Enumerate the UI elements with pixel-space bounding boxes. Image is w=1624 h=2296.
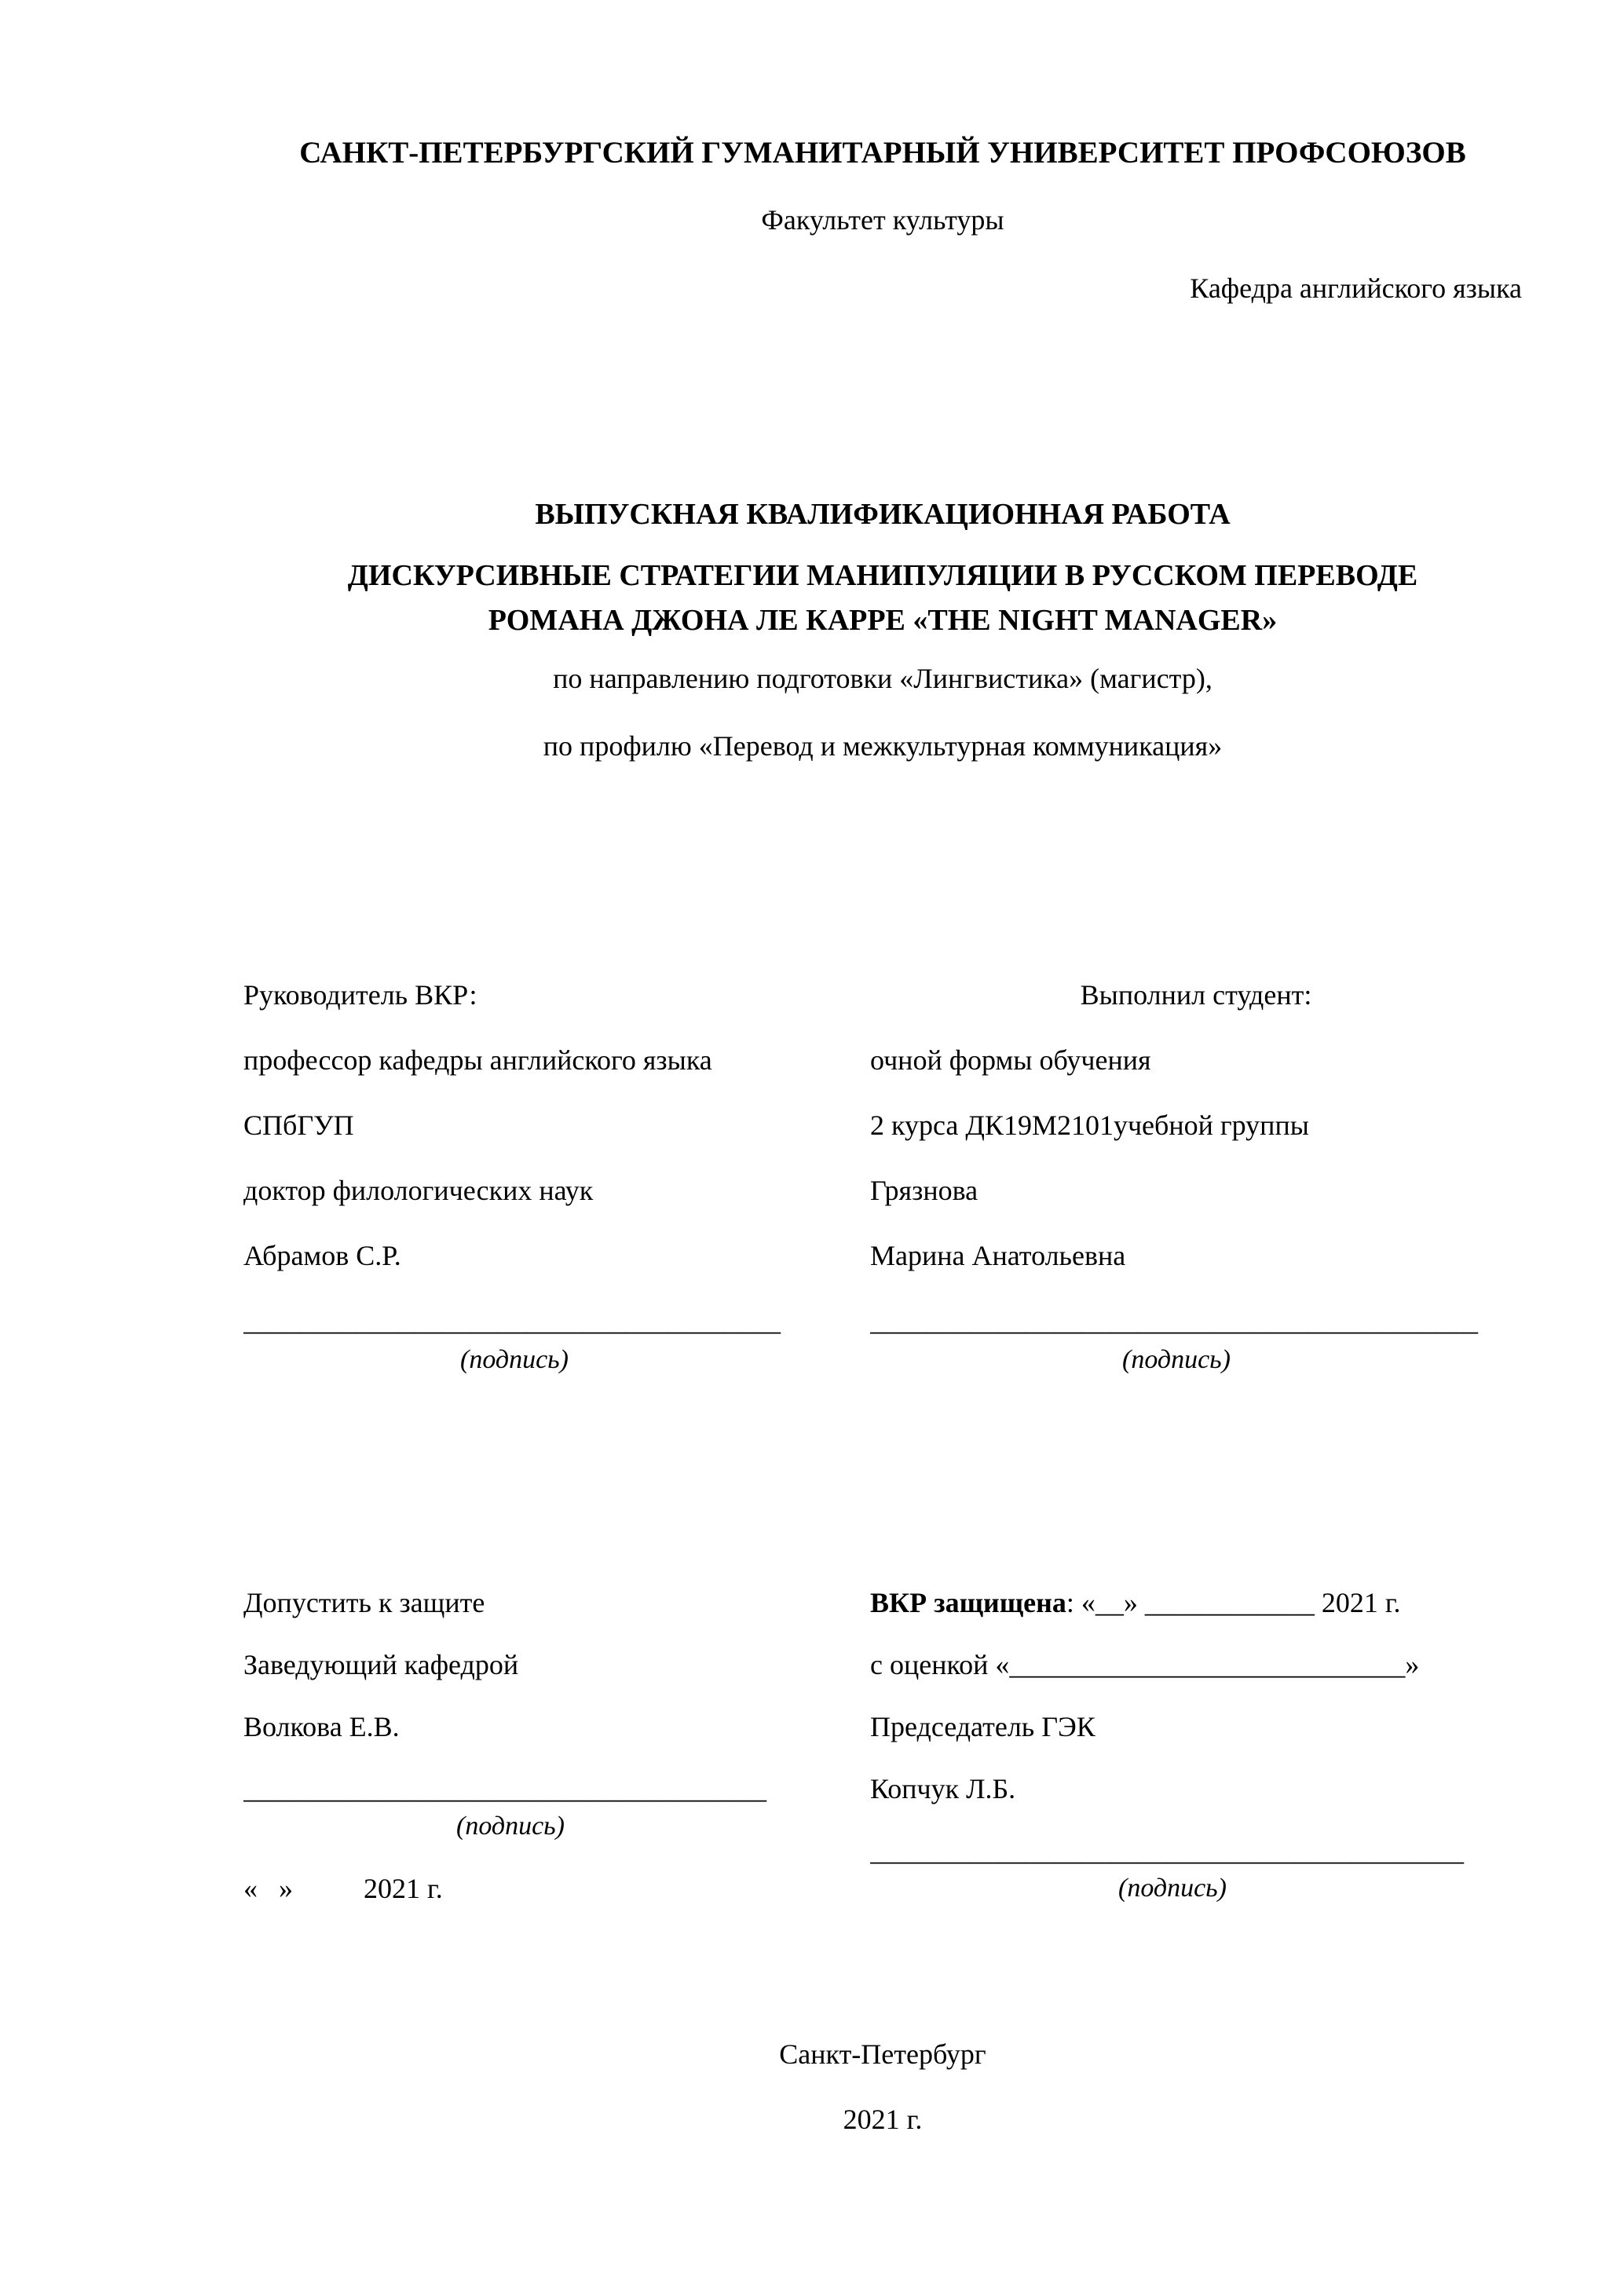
requisites-section — [243, 963, 1522, 1376]
footer-year: 2021 г. — [843, 2104, 923, 2136]
advisor-signature-line: ______________________________________ — [243, 1305, 781, 1337]
advisor-position: профессор кафедры английского языка СПбГУП — [243, 1044, 712, 1142]
faculty-name: Факультет культуры — [761, 203, 1004, 236]
student-name: Марина Анатольевна — [870, 1240, 1126, 1272]
defense-grade-line: с оценкой «____________________________» — [870, 1649, 1420, 1681]
advisor-block — [243, 963, 793, 1376]
defense-status-rest: : «__» ____________ 2021 г. — [1066, 1587, 1401, 1619]
thesis-title-line-2: РОМАНА ДЖОНА ЛЕ КАРРЕ «THE NIGHT MANAGER» — [488, 603, 1278, 637]
defense-chair-title: Председатель ГЭК — [870, 1711, 1095, 1743]
advisor-signature-caption: (подпись) — [460, 1345, 569, 1375]
defense-status-label: ВКР защищена — [870, 1587, 1066, 1619]
defense-signature-caption: (подпись) — [1118, 1874, 1227, 1903]
footer-city: Санкт-Петербург — [779, 2038, 986, 2071]
student-group: 2 курса ДК19М2101учебной группы — [870, 1110, 1309, 1142]
thesis-title-line-1: ДИСКУРСИВНЫЕ СТРАТЕГИИ МАНИПУЛЯЦИИ В РУССКОМ ПЕРЕВОДЕ — [347, 558, 1418, 592]
approval-date-line: « » 2021 г. — [243, 1873, 443, 1905]
department-name: Кафедра английского языка — [1190, 272, 1522, 304]
university-name: САНКТ-ПЕТЕРБУРГСКИЙ ГУМАНИТАРНЫЙ УНИВЕРСИТЕТ ПРОФСОЮЗОВ — [299, 136, 1466, 170]
approval-line-2: Заведующий кафедрой — [243, 1649, 519, 1681]
approval-line-1: Допустить к защите — [243, 1587, 485, 1619]
approval-signature-caption: (подпись) — [456, 1812, 565, 1841]
student-label: Выполнил студент: — [1080, 979, 1312, 1011]
program-line: по направлению подготовки «Лингвистика» (магистр), — [553, 662, 1213, 694]
advisor-name: Абрамов С.Р. — [243, 1240, 401, 1272]
defense-block — [870, 1572, 1522, 1920]
student-signature-line: ___________________________________________ — [870, 1305, 1478, 1337]
approval-block — [243, 1572, 793, 1920]
approval-section — [243, 1572, 1522, 1920]
thesis-title — [243, 554, 1522, 643]
advisor-label: Руководитель ВКР: — [243, 979, 477, 1011]
footer — [243, 2022, 1522, 2152]
advisor-degree: доктор филологических наук — [243, 1175, 594, 1207]
work-type-heading: ВЫПУСКНАЯ КВАЛИФИКАЦИОННАЯ РАБОТА — [535, 498, 1231, 532]
student-surname: Грязнова — [870, 1175, 978, 1207]
student-study-form: очной формы обучения — [870, 1044, 1151, 1077]
profile-line: по профилю «Перевод и межкультурная коммуникация» — [543, 729, 1223, 762]
approval-name: Волкова Е.В. — [243, 1711, 400, 1743]
student-block — [870, 963, 1522, 1376]
defense-chair-name: Копчук Л.Б. — [870, 1773, 1016, 1805]
defense-signature-line: __________________________________________ — [870, 1835, 1464, 1867]
student-signature-caption: (подпись) — [1122, 1345, 1231, 1375]
defense-status-line — [870, 1572, 1522, 1634]
approval-signature-line: _____________________________________ — [243, 1773, 766, 1805]
